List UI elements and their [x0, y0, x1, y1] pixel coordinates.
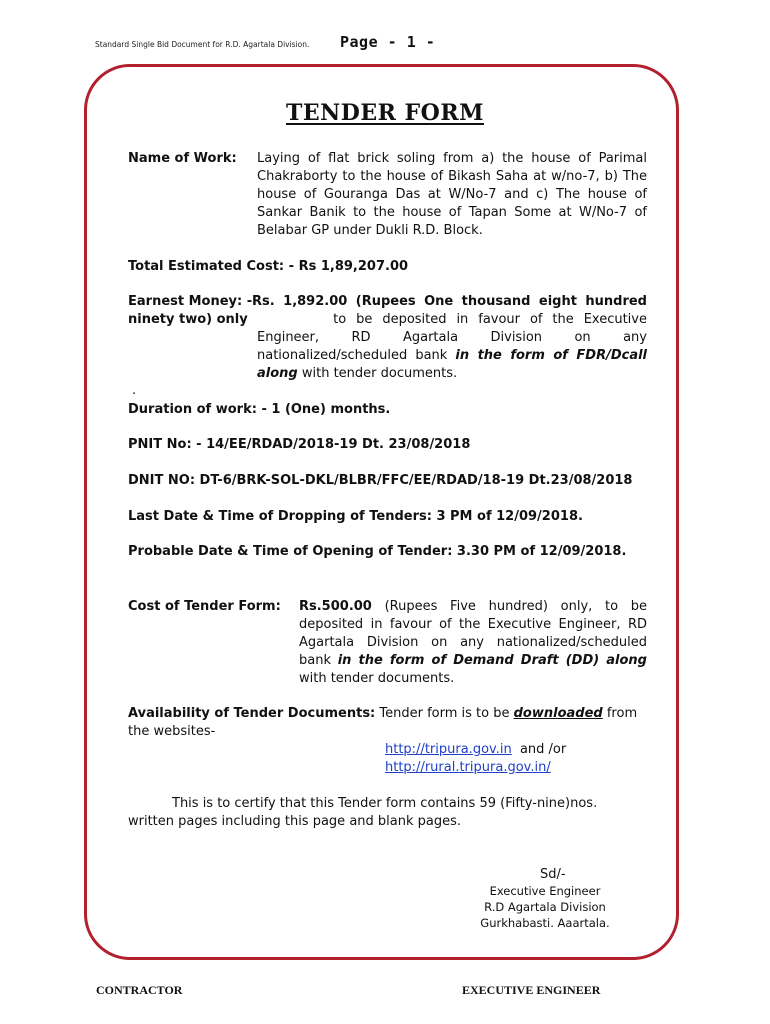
- last-date-dropping: Last Date & Time of Dropping of Tenders: 3 PM of 12/09/2018.: [128, 509, 583, 524]
- signature-sd: Sd/-: [540, 867, 566, 882]
- cost-of-tender-amount: Rs.500.00: [299, 599, 372, 614]
- availability-text1: Tender form is to be: [375, 706, 514, 721]
- pnit-number: PNIT No: - 14/EE/RDAD/2018-19 Dt. 23/08/2018: [128, 437, 471, 452]
- signature-address: Gurkhabasti. Aaartala.: [480, 916, 610, 930]
- availability-downloaded: downloaded: [513, 706, 603, 721]
- earnest-money-tail: with tender documents.: [297, 366, 458, 381]
- availability-text2: from the websites-: [128, 706, 638, 739]
- page-title: TENDER FORM: [286, 100, 484, 126]
- cost-of-tender-emphasis: in the form of Demand Draft (DD) along: [337, 653, 647, 668]
- link-line-2: [385, 759, 551, 777]
- earnest-money-body: [257, 293, 647, 383]
- footer-executive-engineer: EXECUTIVE ENGINEER: [462, 983, 601, 997]
- total-estimated-cost: Total Estimated Cost: - Rs 1,89,207.00: [128, 259, 409, 274]
- footer-contractor: CONTRACTOR: [96, 983, 183, 997]
- opening-date: Probable Date & Time of Opening of Tender: 3.30 PM of 12/09/2018.: [128, 544, 627, 559]
- name-of-work-label: Name of Work:: [128, 151, 237, 166]
- stray-dot: .: [132, 383, 137, 398]
- earnest-money-emphasis: in the form of FDR/Dcall along: [257, 348, 648, 381]
- tripura-gov-link[interactable]: http://tripura.gov.in: [385, 742, 512, 757]
- signature-designation: Executive Engineer: [489, 884, 601, 898]
- earnest-money-middle: to be deposited in favour of the Executive Engineer, RD Agartala Division on any nationalized/scheduled bank: [257, 312, 647, 363]
- cost-of-tender-label: Cost of Tender Form:: [128, 599, 281, 614]
- certification-text: This is to certify that this Tender form contains 59 (Fifty-nine)nos. written pages including this page and blank pages.: [128, 796, 598, 829]
- duration-of-work: Duration of work: - 1 (One) months.: [128, 402, 391, 417]
- rural-tripura-link[interactable]: http://rural.tripura.gov.in/: [385, 760, 551, 775]
- cost-of-tender-text: [299, 598, 647, 688]
- availability-label: Availability of Tender Documents:: [128, 706, 376, 721]
- earnest-money-amount: Rs. 1,892.00 (Rupees One thousand eight hundred ninety two) only: [128, 294, 647, 327]
- cost-of-tender-middle: (Rupees Five hundred) only, to be deposited in favour of the Executive Engineer, RD Agartala Division on any nationalized/scheduled bank: [299, 599, 647, 668]
- link-connector: and /or: [511, 742, 567, 757]
- signature-division: R.D Agartala Division: [484, 900, 606, 914]
- header-document-name: Standard Single Bid Document for R.D. Agartala Division.: [95, 40, 310, 49]
- page-number: Page - 1 -: [340, 33, 436, 51]
- link-line-1: [385, 741, 566, 759]
- name-of-work-value: Laying of flat brick soling from a) the house of Parimal Chakraborty to the house of Bikash Saha at w/no-7, b) The house of Gouranga Das at W/No-7 and c) The house of Sankar Banik to the house of Tapan Some at W/No-7 of Belabar GP under Dukli R.D. Block.: [257, 151, 647, 238]
- cost-of-tender-tail: with tender documents.: [299, 671, 455, 686]
- dnit-number: DNIT NO: DT-6/BRK-SOL-DKL/BLBR/FFC/EE/RDAD/18-19 Dt.23/08/2018: [128, 473, 633, 488]
- availability-paragraph: [128, 705, 647, 741]
- earnest-money-label: Earnest Money: -: [128, 294, 253, 309]
